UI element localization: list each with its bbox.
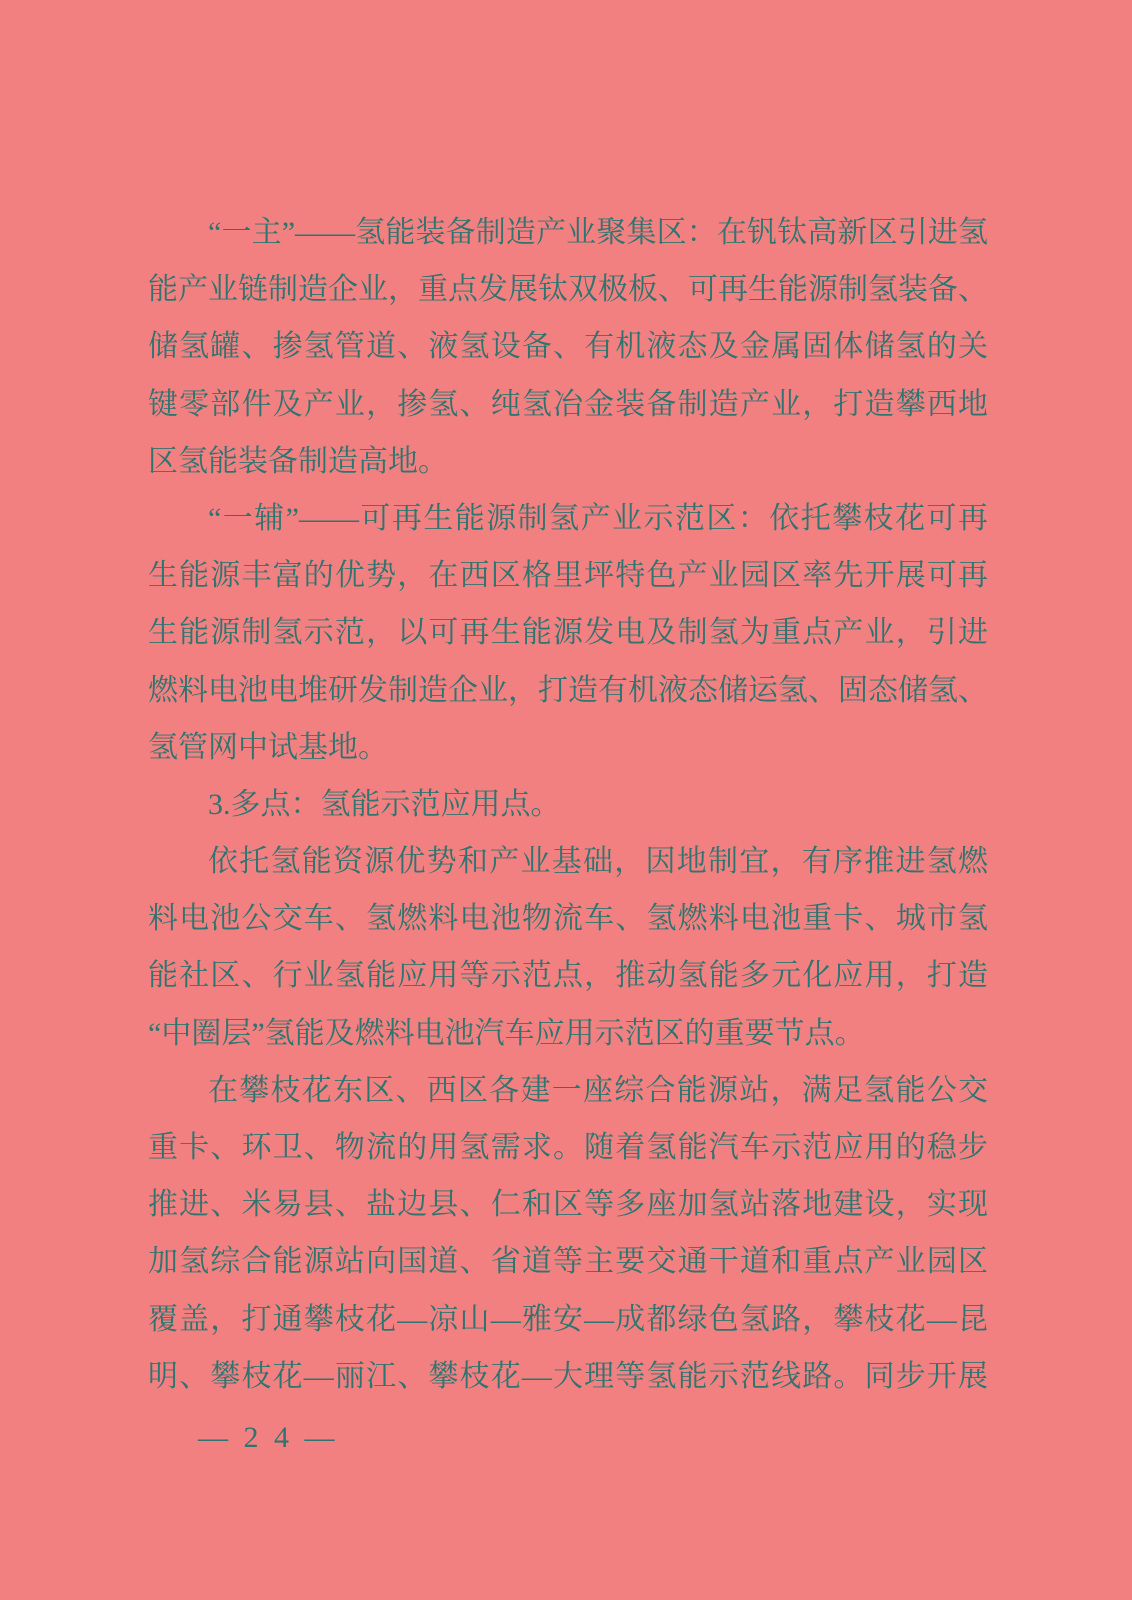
- text-line: 燃料电池电堆研发制造企业，打造有机液态储运氢、固态储氢、: [148, 673, 988, 707]
- text-line: 氢管网中试基地。: [148, 730, 388, 764]
- text-line: 推进、米易县、盐边县、仁和区等多座加氢站落地建设，实现: [148, 1188, 988, 1222]
- page-number: — 2 4 —: [198, 1420, 339, 1454]
- text-line: 在攀枝花东区、西区各建一座综合能源站，满足氢能公交: [208, 1073, 988, 1107]
- text-line: 区氢能装备制造高地。: [148, 444, 448, 478]
- text-line: 依托氢能资源优势和产业基础，因地制宜，有序推进氢燃: [208, 845, 988, 879]
- text-line: 明、攀枝花—丽江、攀枝花—大理等氢能示范线路。同步开展: [148, 1359, 988, 1393]
- text-line: 能社区、行业氢能应用等示范点，推动氢能多元化应用，打造: [148, 959, 988, 993]
- text-line: “一辅”——可再生能源制氢产业示范区：依托攀枝花可再: [208, 501, 988, 535]
- text-line: 料电池公交车、氢燃料电池物流车、氢燃料电池重卡、城市氢: [148, 902, 988, 936]
- text-line: “中圈层”氢能及燃料电池汽车应用示范区的重要节点。: [148, 1016, 865, 1050]
- text-line: 储氢罐、掺氢管道、液氢设备、有机液态及金属固体储氢的关: [148, 330, 988, 364]
- text-line: 生能源丰富的优势，在西区格里坪特色产业园区率先开展可再: [148, 559, 988, 593]
- text-line: 3.多点：氢能示范应用点。: [208, 787, 561, 821]
- text-line: 加氢综合能源站向国道、省道等主要交通干道和重点产业园区: [148, 1245, 988, 1279]
- text-line: 生能源制氢示范，以可再生能源发电及制氢为重点产业，引进: [148, 616, 988, 650]
- text-line: 覆盖，打通攀枝花—凉山—雅安—成都绿色氢路，攀枝花—昆: [148, 1302, 988, 1336]
- text-line: “一主”——氢能装备制造产业聚集区：在钒钛高新区引进氢: [208, 216, 988, 249]
- text-line: 键零部件及产业，掺氢、纯氢冶金装备制造产业，打造攀西地: [148, 387, 988, 421]
- text-line: 能产业链制造企业，重点发展钛双极板、可再生能源制氢装备、: [148, 273, 988, 307]
- text-line: 重卡、环卫、物流的用氢需求。随着氢能汽车示范应用的稳步: [148, 1131, 988, 1164]
